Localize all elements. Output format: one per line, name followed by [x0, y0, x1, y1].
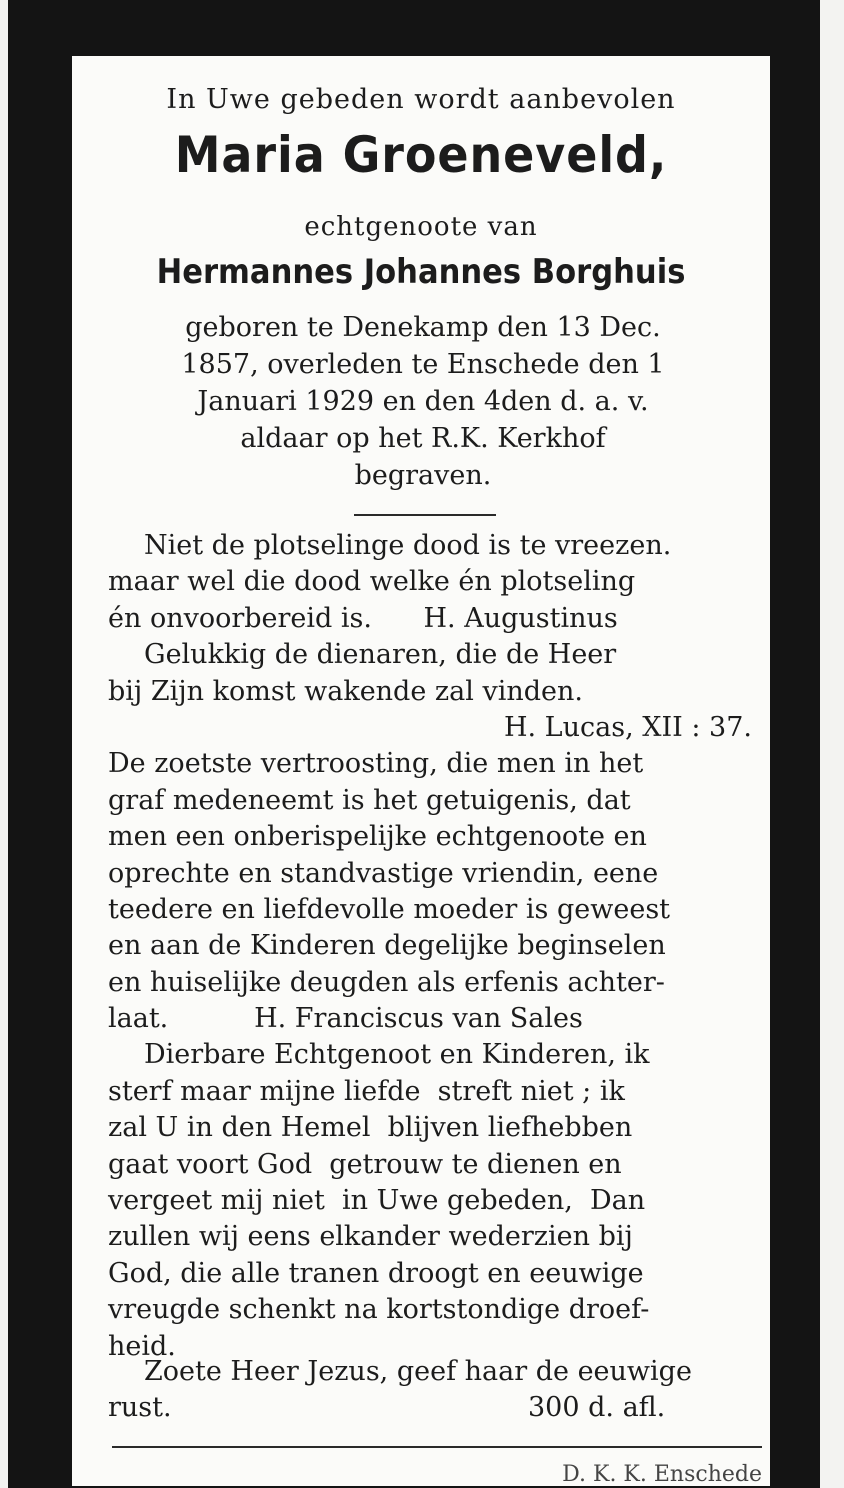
quote-line: teedere en liefdevolle moeder is geweest: [108, 893, 671, 925]
bio-line: 1857, overleden te Enschede den 1: [181, 349, 665, 380]
quote-line: sterf maar mijne liefde streft niet ; ik: [108, 1075, 625, 1107]
closing-prayer: [108, 1356, 758, 1429]
section-divider: [354, 514, 496, 516]
quote-line: vergeet mij niet in Uwe gebeden, Dan: [108, 1185, 646, 1217]
quote-line: vreugde schenkt na kortstondige droef-: [108, 1294, 650, 1326]
intro-line: In Uwe gebeden wordt aanbevolen: [166, 84, 676, 115]
quote-line: God, die alle tranen droogt en eeuwige: [108, 1257, 644, 1289]
quote-line: men een onberispelijke echtgenoote en: [108, 821, 647, 853]
biography: [98, 312, 748, 497]
quote-line: én onvoorbereid is. H. Augustinus: [108, 602, 618, 634]
quote-line: en aan de Kinderen degelijke beginselen: [108, 930, 666, 962]
bio-line: begraven.: [354, 460, 492, 491]
bio-line: geboren te Denekamp den 13 Dec.: [185, 312, 661, 343]
deceased-name: Maria Groeneveld,: [174, 126, 668, 184]
printer-credit: [372, 1456, 762, 1486]
bio-line: Januari 1929 en den 4den d. a. v.: [197, 386, 649, 417]
quote-line: maar wel die dood welke én plotseling: [108, 566, 636, 598]
printer-text: D. K. K. Enschede: [562, 1462, 762, 1486]
quote-line: oprechte en standvastige vriendin, eene: [108, 857, 659, 889]
quote-line: laat. H. Franciscus van Sales: [108, 1003, 583, 1035]
quote-line: De zoetste vertroosting, die men in het: [108, 748, 644, 780]
quote-line: en huiselijke deugden als erfenis achter-: [108, 966, 665, 998]
prayer-rest: rust.: [108, 1392, 172, 1424]
quotes-section: [108, 530, 758, 1367]
quote-line: H. Lucas, XII : 37.: [503, 711, 752, 743]
quote-line: Gelukkig de dienaren, die de Heer: [144, 639, 617, 671]
quote-line: zal U in den Hemel blijven liefhebben: [108, 1112, 633, 1144]
indulgence-note: 300 d. afl.: [528, 1392, 666, 1424]
bio-line: aldaar op het R.K. Kerkhof: [240, 423, 606, 454]
quote-line: bij Zijn komst wakende zal vinden.: [108, 675, 583, 707]
quote-line: zullen wij eens elkander wederzien bij: [108, 1221, 633, 1253]
bottom-rule: [112, 1446, 762, 1448]
prayer-line-final: [108, 1392, 758, 1428]
quote-line: graf medeneemt is het getuigenis, dat: [108, 784, 631, 816]
memorial-card: [72, 56, 770, 1486]
relation-line: echtgenoote van: [304, 212, 538, 242]
prayer-line: Zoete Heer Jezus, geef haar de eeuwige: [144, 1356, 692, 1387]
quote-line: gaat voort God getrouw te dienen en: [108, 1148, 622, 1180]
quote-line: Dierbare Echtgenoot en Kinderen, ik: [144, 1039, 650, 1071]
spouse-name: Hermannes Johannes Borghuis: [156, 252, 686, 292]
quote-line: heid.: [108, 1330, 176, 1362]
quote-line: Niet de plotselinge dood is te vreezen.: [144, 530, 672, 561]
